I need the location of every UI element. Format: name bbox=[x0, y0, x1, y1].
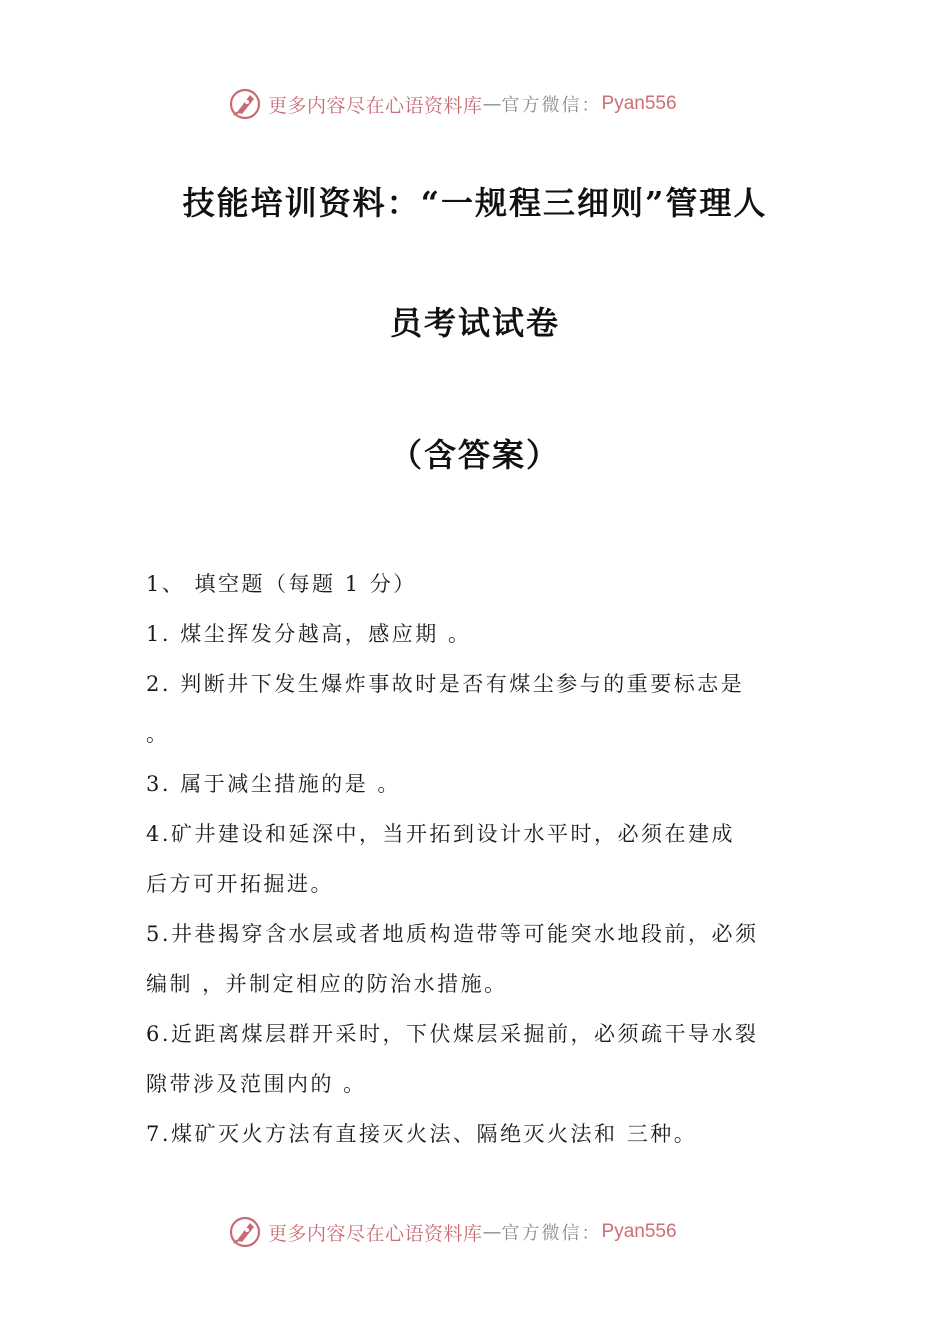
question-line: 1. 煤尘挥发分越高，感应期 。 bbox=[146, 622, 472, 646]
watermark-separator: — bbox=[482, 1221, 502, 1243]
watermark-wechat-id: Pyan556 bbox=[601, 1221, 677, 1242]
question-line: 5.井巷揭穿含水层或者地质构造带等可能突水地段前，必须 bbox=[146, 922, 759, 946]
watermark-label: 官方微信： bbox=[501, 95, 602, 116]
question-line: 2. 判断井下发生爆炸事故时是否有煤尘参与的重要标志是 bbox=[146, 672, 745, 696]
pen-nib-circle-icon bbox=[228, 1215, 262, 1249]
pen-nib-circle-icon bbox=[228, 87, 262, 121]
question-line: 隙带涉及范围内的 。 bbox=[146, 1072, 367, 1096]
question-line: 4.矿井建设和延深中，当开拓到设计水平时，必须在建成 bbox=[146, 822, 736, 846]
document-title-line-2: 员考试试卷 bbox=[389, 304, 560, 342]
watermark-brand: 更多内容尽在心语资料库 bbox=[268, 94, 483, 117]
header-watermark bbox=[228, 84, 677, 124]
watermark-wechat-id: Pyan556 bbox=[601, 93, 677, 114]
footer-watermark bbox=[228, 1212, 677, 1252]
question-line: 6.近距离煤层群开采时，下伏煤层采掘前，必须疏干导水裂 bbox=[146, 1022, 759, 1046]
section-heading: 1、 填空题（每题 1 分） bbox=[146, 572, 417, 596]
question-line: 。 bbox=[146, 722, 170, 746]
question-line: 编制 ，并制定相应的防治水措施。 bbox=[146, 972, 508, 996]
document-title-line-1: 技能培训资料：“一规程三细则”管理人 bbox=[182, 184, 768, 222]
question-line: 7.煤矿灭火方法有直接灭火法、隔绝灭火法和 三种。 bbox=[146, 1122, 698, 1146]
watermark-label: 官方微信： bbox=[501, 1223, 602, 1244]
question-line: 3. 属于减尘措施的是 。 bbox=[146, 772, 401, 796]
watermark-brand: 更多内容尽在心语资料库 bbox=[268, 1222, 483, 1245]
question-line: 后方可开拓掘进。 bbox=[146, 872, 334, 896]
watermark-separator: — bbox=[482, 93, 502, 115]
document-title-line-3: （含答案） bbox=[389, 436, 560, 474]
